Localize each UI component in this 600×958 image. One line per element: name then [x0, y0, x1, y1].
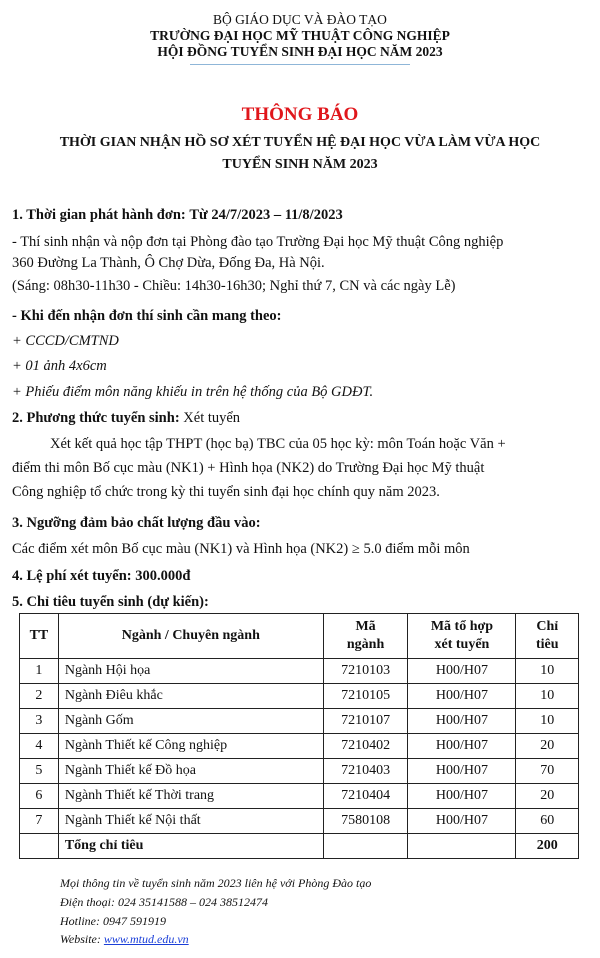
section2-text-line1: Xét kết quả học tập THPT (học bạ) TBC của 05 học kỳ: môn Toán hoặc Văn +	[50, 436, 506, 452]
cell-code: 7210105	[323, 684, 408, 709]
quota-table	[19, 613, 579, 859]
table-row	[20, 734, 579, 759]
cell-major: Ngành Thiết kế Công nghiệp	[58, 734, 323, 759]
cell-major: Ngành Thiết kế Đồ họa	[58, 759, 323, 784]
cell-quota: 10	[516, 659, 579, 684]
cell-code: 7210107	[323, 709, 408, 734]
cell-quota: 70	[516, 759, 579, 784]
cell-major: Ngành Hội họa	[58, 659, 323, 684]
cell-combo: H00/H07	[408, 659, 516, 684]
cell-combo: H00/H07	[408, 809, 516, 834]
cell-tt: 7	[20, 809, 59, 834]
cell-code: 7210103	[323, 659, 408, 684]
section3-label: 3. Ngưỡng đảm bảo chất lượng đầu vào:	[12, 515, 261, 531]
cell-code: 7210403	[323, 759, 408, 784]
cell-quota: 20	[516, 784, 579, 809]
cell-tt-empty	[20, 834, 59, 859]
cell-tt: 1	[20, 659, 59, 684]
footer-website	[60, 930, 189, 948]
table-row	[20, 759, 579, 784]
cell-combo: H00/H07	[408, 759, 516, 784]
total-label: Tổng chỉ tiêu	[58, 834, 323, 859]
section1-label: 1. Thời gian phát hành đơn:	[12, 207, 186, 223]
table-row	[20, 809, 579, 834]
university-name: TRƯỜNG ĐẠI HỌC MỸ THUẬT CÔNG NGHIỆP	[150, 28, 450, 43]
website-label: Website:	[60, 932, 101, 946]
section2-text-line2: điểm thi môn Bố cục màu (NK1) + Hình họa (NK2) do Trường Đại học Mỹ thuật	[12, 460, 485, 476]
notice-subtitle-line1: THỜI GIAN NHẬN HỒ SƠ XÉT TUYỂN HỆ ĐẠI HỌC VỪA LÀM VỪA HỌC	[59, 135, 541, 150]
header-divider	[190, 64, 410, 65]
section1-dates: Từ 24/7/2023 – 11/8/2023	[189, 207, 343, 223]
cell-major: Ngành Điêu khắc	[58, 684, 323, 709]
table-row	[20, 709, 579, 734]
footer-phone: Điện thoại: 024 35141588 – 024 38512474	[60, 895, 268, 909]
col-header-code	[323, 614, 408, 659]
section4-fee: 300.000đ	[135, 568, 191, 584]
cell-combo: H00/H07	[408, 709, 516, 734]
cell-major: Ngành Gốm	[58, 709, 323, 734]
cell-quota: 10	[516, 709, 579, 734]
col-header-code-line2: ngành	[346, 637, 385, 652]
section2-label: 2. Phương thức tuyển sinh:	[12, 410, 180, 426]
cell-tt: 6	[20, 784, 59, 809]
cell-combo: H00/H07	[408, 684, 516, 709]
cell-quota: 20	[516, 734, 579, 759]
col-header-quota-line2: tiêu	[535, 637, 559, 652]
ministry-name: BỘ GIÁO DỤC VÀ ĐÀO TẠO	[213, 12, 387, 27]
section2-heading	[12, 408, 588, 428]
bring-item-id-card: + CCCD/CMTND	[12, 333, 119, 349]
cell-tt: 5	[20, 759, 59, 784]
cell-quota: 10	[516, 684, 579, 709]
total-value: 200	[516, 834, 579, 859]
bring-item-photo: + 01 ảnh 4x6cm	[12, 358, 107, 374]
section1-hours: (Sáng: 08h30-11h30 - Chiều: 14h30-16h30; Nghỉ thứ 7, CN và các ngày Lễ)	[12, 278, 456, 294]
cell-major: Ngành Thiết kế Thời trang	[58, 784, 323, 809]
cell-combo: H00/H07	[408, 784, 516, 809]
cell-tt: 3	[20, 709, 59, 734]
section4-label: 4. Lệ phí xét tuyển:	[12, 568, 132, 584]
section1-heading	[12, 205, 588, 225]
bring-item-score-sheet: + Phiếu điểm môn năng khiếu in trên hệ thống của Bộ GDĐT.	[12, 384, 374, 400]
cell-combo: H00/H07	[408, 734, 516, 759]
notice-subtitle-line2: TUYỂN SINH NĂM 2023	[222, 157, 378, 172]
section5-label: 5. Chỉ tiêu tuyển sinh (dự kiến):	[12, 594, 209, 610]
table-row	[20, 784, 579, 809]
website-link[interactable]: www.mtud.edu.vn	[103, 932, 189, 946]
cell-code-empty	[323, 834, 408, 859]
table-header-row	[20, 614, 579, 659]
section4-heading	[12, 566, 588, 586]
section1-text-line2: 360 Đường La Thành, Ô Chợ Dừa, Đống Đa, Hà Nội.	[12, 255, 325, 271]
section2-text-line3: Công nghiệp tổ chức trong kỳ thi tuyển sinh đại học chính quy năm 2023.	[12, 484, 440, 500]
footer-hotline: Hotline: 0947 591919	[60, 914, 166, 928]
notice-title: THÔNG BÁO	[241, 104, 359, 125]
col-header-combo-line2: xét tuyển	[434, 637, 490, 652]
col-header-code-line1: Mã	[355, 619, 376, 634]
table-row	[20, 659, 579, 684]
col-header-quota	[516, 614, 579, 659]
admission-council: HỘI ĐỒNG TUYỂN SINH ĐẠI HỌC NĂM 2023	[157, 44, 443, 59]
cell-code: 7210404	[323, 784, 408, 809]
cell-combo-empty	[408, 834, 516, 859]
col-header-major: Ngành / Chuyên ngành	[58, 614, 323, 659]
table-total-row	[20, 834, 579, 859]
cell-tt: 2	[20, 684, 59, 709]
cell-code: 7210402	[323, 734, 408, 759]
cell-tt: 4	[20, 734, 59, 759]
col-header-tt: TT	[20, 614, 59, 659]
cell-code: 7580108	[323, 809, 408, 834]
section1-bring-label: - Khi đến nhận đơn thí sinh cần mang theo:	[12, 308, 282, 324]
cell-major: Ngành Thiết kế Nội thất	[58, 809, 323, 834]
section3-text: Các điểm xét môn Bố cục màu (NK1) và Hình họa (NK2) ≥ 5.0 điểm mỗi môn	[12, 541, 470, 557]
col-header-combo	[408, 614, 516, 659]
cell-quota: 60	[516, 809, 579, 834]
table-row	[20, 684, 579, 709]
section2-method: Xét tuyển	[183, 410, 241, 426]
col-header-quota-line1: Chỉ	[536, 619, 559, 634]
section1-text-line1: - Thí sinh nhận và nộp đơn tại Phòng đào tạo Trường Đại học Mỹ thuật Công nghiệp	[12, 234, 504, 250]
footer-info: Mọi thông tin về tuyển sinh năm 2023 liên hệ với Phòng Đào tạo	[60, 876, 372, 890]
col-header-combo-line1: Mã tổ hợp	[430, 619, 494, 634]
